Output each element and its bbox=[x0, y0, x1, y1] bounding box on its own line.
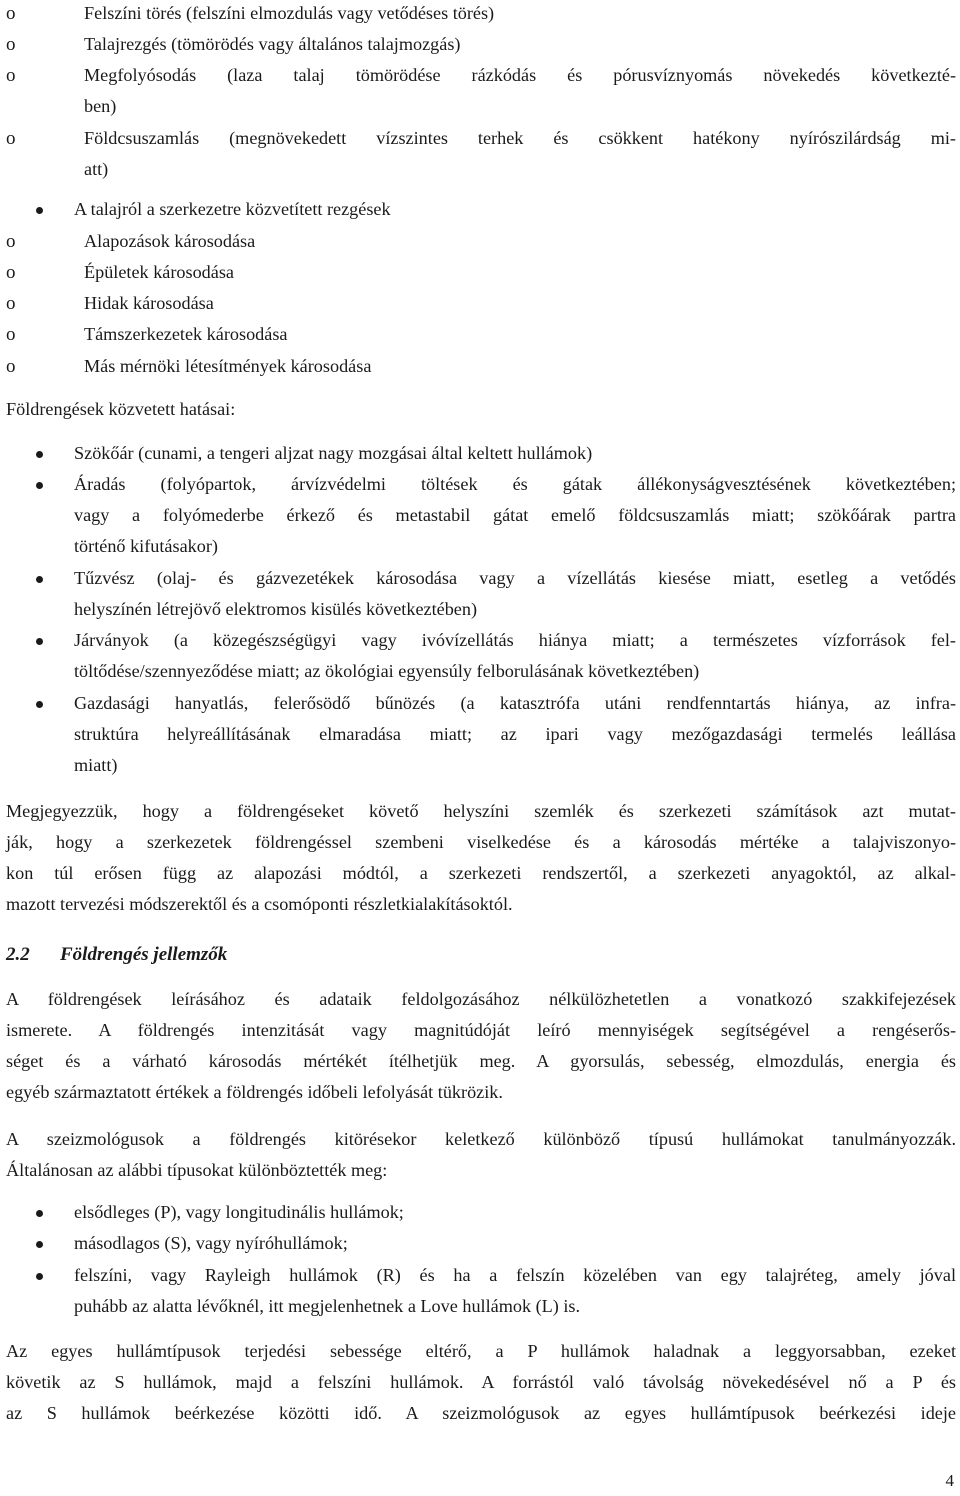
circle-bullet-icon: o bbox=[6, 262, 16, 283]
bullet-icon bbox=[36, 1273, 43, 1280]
list-item: Alapozások károsodása bbox=[84, 231, 256, 251]
list-item: Járványok (a közegészségügyi vagy ivóvízellátás hiánya miatt; a természetes vízforrások fel- bbox=[74, 630, 956, 650]
paragraph-line: A szeizmológusok a földrengés kitörésekor keletkező különböző típusú hullámokat tanulmányozzák. bbox=[6, 1129, 956, 1149]
circle-bullet-icon: o bbox=[6, 293, 16, 314]
bullet-icon bbox=[36, 638, 43, 645]
list-item: Földcsuszamlás (megnövekedett vízszintes terhek és csökkent hatékony nyírószilárdság mi- bbox=[84, 128, 956, 148]
list-item-continuation: puhább az alatta lévőknél, itt megjelenhetnek a Love hullámok (L) is. bbox=[74, 1296, 581, 1316]
circle-bullet-icon: o bbox=[6, 3, 16, 24]
list-item: Gazdasági hanyatlás, felerősödő bűnözés (a katasztrófa utáni rendfenntartás hiánya, az infra- bbox=[74, 693, 956, 713]
list-item: felszíni, vagy Rayleigh hullámok (R) és ha a felszín közelében van egy talajréteg, amely jóval bbox=[74, 1265, 956, 1285]
paragraph-line: ják, hogy a szerkezetek földrengéssel szembeni viselkedése és a károsodás mértéke a talajviszonyo- bbox=[6, 832, 956, 852]
bullet-icon bbox=[36, 1241, 43, 1248]
bullet-icon bbox=[36, 482, 43, 489]
list-item-continuation: töltődése/szennyeződése miatt; az ökológiai egyensúly felborulásának következtében) bbox=[74, 661, 700, 681]
paragraph-line: A földrengések leírásához és adataik feldolgozásához nélkülözhetetlen a vonatkozó szakkifejezések bbox=[6, 989, 956, 1009]
paragraph-line: séget és a várható károsodás mértékét ítélhetjük meg. A gyorsulás, sebesség, elmozdulás, energia és bbox=[6, 1051, 956, 1071]
paragraph-line: Általánosan az alábbi típusokat különböztették meg: bbox=[6, 1160, 388, 1180]
list-item: Felszíni törés (felszíni elmozdulás vagy vetődéses törés) bbox=[84, 3, 495, 23]
circle-bullet-icon: o bbox=[6, 324, 16, 345]
list-item: Épületek károsodása bbox=[84, 262, 234, 282]
list-item: Más mérnöki létesítmények károsodása bbox=[84, 356, 372, 376]
bullet-item-structural: A talajról a szerkezetre közvetített rezgések bbox=[74, 199, 391, 219]
paragraph-line: ismerete. A földrengés intenzitását vagy magnitúdóját leíró mennyiségek segítségével a rengéserős- bbox=[6, 1020, 956, 1040]
list-item: Hidak károsodása bbox=[84, 293, 214, 313]
list-item-continuation: att) bbox=[84, 159, 109, 179]
bullet-icon bbox=[36, 1210, 43, 1217]
list-item: Tűzvész (olaj- és gázvezetékek károsodása vagy a vízellátás kiesése miatt, esetleg a vetődés bbox=[74, 568, 956, 588]
circle-bullet-icon: o bbox=[6, 65, 16, 86]
circle-bullet-icon: o bbox=[6, 356, 16, 377]
list-item-continuation: struktúra helyreállításának elmaradása miatt; az ipari vagy mezőgazdasági termelés leállása bbox=[74, 724, 956, 744]
list-item: Szökőár (cunami, a tengeri aljzat nagy mozgásai által keltett hullámok) bbox=[74, 443, 593, 463]
paragraph-line: egyéb származtatott értékek a földrengés időbeli lefolyását tükrözik. bbox=[6, 1082, 503, 1102]
circle-bullet-icon: o bbox=[6, 34, 16, 55]
list-item: másodlagos (S), vagy nyíróhullámok; bbox=[74, 1233, 348, 1253]
paragraph-line: Az egyes hullámtípusok terjedési sebessége eltérő, a P hullámok haladnak a leggyorsabban, ezeket bbox=[6, 1341, 956, 1361]
list-item: Áradás (folyópartok, árvízvédelmi töltések és gátak állékonyságvesztésének következtében; bbox=[74, 474, 956, 494]
paragraph-line: az S hullámok beérkezése közötti idő. A szeizmológusok az egyes hullámtípusok beérkezési ideje bbox=[6, 1403, 956, 1423]
paragraph-line: kon túl erősen függ az alapozási módtól, a szerkezeti rendszertől, a szerkezeti anyagoktól, az alkal- bbox=[6, 863, 956, 883]
circle-bullet-icon: o bbox=[6, 128, 16, 149]
section-number: 2.2 bbox=[6, 944, 30, 965]
list-item-continuation: miatt) bbox=[74, 755, 118, 775]
paragraph-line: Megjegyezzük, hogy a földrengéseket követő helyszíni szemlék és szerkezeti számítások azt mutat- bbox=[6, 801, 956, 821]
section-title: Földrengés jellemzők bbox=[60, 944, 228, 965]
list-item-continuation: vagy a folyómederbe érkező és metastabil gátat emelő földcsuszamlás miatt; szökőárak partra bbox=[74, 505, 956, 525]
circle-bullet-icon: o bbox=[6, 231, 16, 252]
paragraph-line: követik az S hullámok, majd a felszíni hullámok. A forrástól való távolság növekedésével nő a P és bbox=[6, 1372, 956, 1392]
bullet-icon bbox=[36, 576, 43, 583]
list-item-continuation: ben) bbox=[84, 96, 117, 116]
bullet-icon bbox=[36, 451, 43, 458]
paragraph-line: mazott tervezési módszerektől és a csomóponti részletkialakításoktól. bbox=[6, 894, 513, 914]
page-number: 4 bbox=[945, 1471, 954, 1490]
indirect-effects-heading: Földrengések közvetett hatásai: bbox=[6, 399, 236, 419]
list-item-continuation: helyszínén létrejövő elektromos kisülés következtében) bbox=[74, 599, 478, 619]
list-item-continuation: történő kifutásakor) bbox=[74, 536, 218, 556]
list-item: Megfolyósodás (laza talaj tömörödése rázkódás és pórusvíznyomás növekedés következté- bbox=[84, 65, 956, 85]
list-item: Talajrezgés (tömörödés vagy általános talajmozgás) bbox=[84, 34, 461, 54]
list-item: elsődleges (P), vagy longitudinális hullámok; bbox=[74, 1202, 404, 1222]
list-item: Támszerkezetek károsodása bbox=[84, 324, 288, 344]
bullet-icon bbox=[36, 701, 43, 708]
bullet-icon bbox=[36, 207, 43, 214]
